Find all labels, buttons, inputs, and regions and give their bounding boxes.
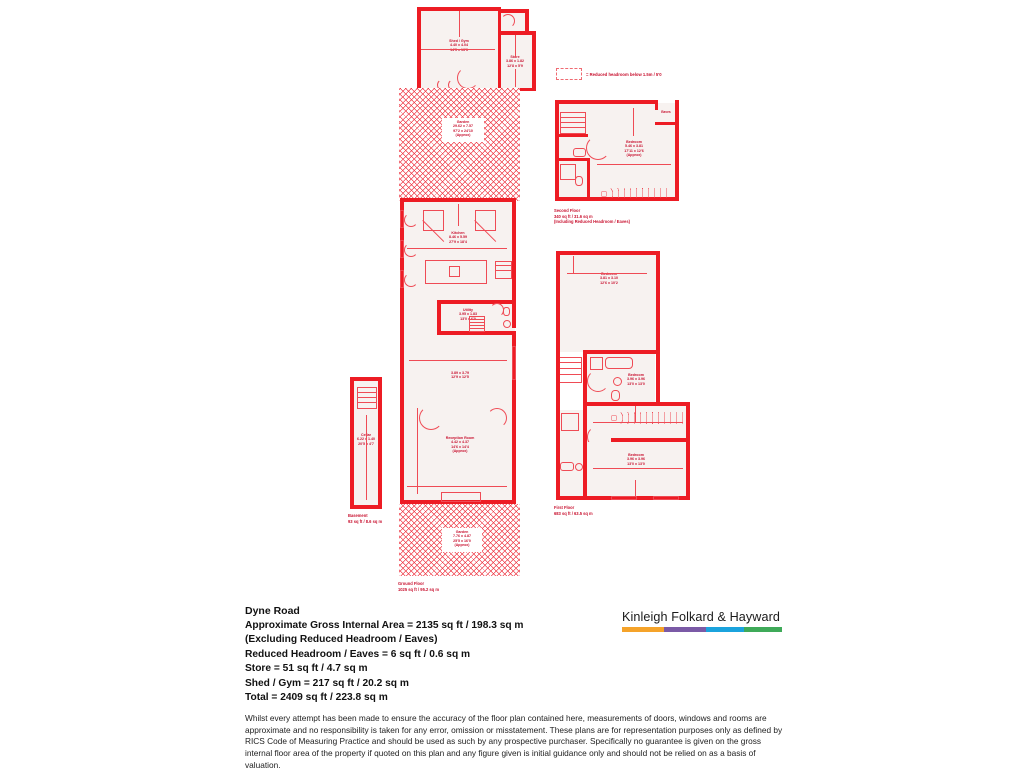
- store-wall-top2: [498, 31, 536, 35]
- first-wall-top: [556, 251, 660, 255]
- store-dim-vertical-2: [515, 69, 516, 87]
- lower-garden-label: Garden 7.76 x 4.87 25'5 x 16'0 (Approx): [453, 530, 471, 548]
- cellar-label: Cellar 6.22 x 1.40 20'5 x 4'7: [357, 433, 375, 446]
- kitchen-range-grill2: [496, 270, 511, 271]
- first-low-window-2: [653, 496, 679, 500]
- first-low-dim-h: [593, 468, 683, 469]
- brand-bar-1: [664, 627, 706, 632]
- second-dim-h: [597, 164, 671, 165]
- first-lowleft-wall-bottom: [556, 496, 586, 500]
- kitchen-range-grill: [496, 265, 511, 266]
- second-stair-step-2: [560, 122, 586, 123]
- second-shower: [560, 164, 576, 180]
- first-bath-tub: [605, 357, 633, 369]
- summary-line-3: Store = 51 sq ft / 4.7 sq m: [245, 663, 368, 675]
- first-mid-dim-v: [635, 406, 636, 422]
- shed-door-arc-1: [457, 67, 479, 89]
- utility-door-arc: [490, 303, 504, 317]
- first-lowleft-basin: [575, 463, 583, 471]
- first-wall-left-mid: [556, 350, 560, 410]
- second-landing-door-arc: [586, 136, 610, 160]
- first-low-wall-left: [583, 438, 587, 500]
- second-stairs: [560, 112, 586, 134]
- ground-wall-right-upper: [512, 198, 516, 328]
- disclaimer-text: Whilst every attempt has been made to ensure the accuracy of the floor plan contained here, measurements of doors, windows and rooms are approximate and no responsibility is taken for any error, omission or misstatement. These plans are for representation purposes only as defined by RICS Code of Measuring Practice and should be used as such by any prospective purchaser. Specifically no guarantee is given on the gross internal floor area of the property if quoted on this plan and any figure given is initial guidance only and should not be relied on as a basis of valuation.: [245, 712, 783, 771]
- reception-door-arc-2: [487, 408, 507, 428]
- second-bedroom-bay: [601, 188, 671, 198]
- second-eaves-wall-bottom: [655, 122, 679, 125]
- first-wall-right-top: [656, 251, 660, 352]
- second-stair-step-1: [560, 117, 586, 118]
- kitchen-dim-h: [407, 248, 507, 249]
- middle-room-label: 3.89 x 3.79 12'9 x 12'5: [451, 371, 469, 380]
- brand-bar-3: [744, 627, 782, 632]
- summary-line-0: Approximate Gross Internal Area = 2135 sq ft / 198.3 sq m: [245, 620, 524, 631]
- first-low-wall-top: [611, 438, 690, 442]
- first-mid-dim-h: [593, 422, 683, 423]
- first-bath-shower: [590, 357, 603, 370]
- summary-line-1: (Excluding Reduced Headroom / Eaves): [245, 634, 438, 646]
- summary-line-2: Reduced Headroom / Eaves = 6 sq ft / 0.6 sq m: [245, 648, 471, 660]
- brand-bar-0: [622, 627, 664, 632]
- wc-toilet: [503, 307, 510, 316]
- basement-plan: [348, 375, 394, 530]
- shed-gym-label: Shed / Gym 4.40 x 4.04 14'5 x 13'3: [449, 39, 469, 52]
- second-bedroom-label: Bedroom 5.46 x 3.81 17'11 x 12'6 (Approx): [624, 140, 644, 158]
- first-wall-left-top: [556, 251, 560, 352]
- reception-room-label: Reception Room 4.42 x 4.37 14'6 x 14'4 (Approx): [445, 436, 475, 454]
- property-address: Dyne Road: [245, 605, 300, 617]
- utility-stair-step-2: [469, 322, 485, 323]
- middle-room: [404, 335, 512, 403]
- second-stair-divider: [558, 134, 588, 137]
- upper-garden-hatch: [399, 88, 520, 201]
- first-stair-step-1: [558, 362, 582, 363]
- basement-label: Basement 93 sq ft / 8.6 sq m: [348, 513, 383, 524]
- first-bath-wc: [611, 390, 620, 401]
- reception-wall-right: [512, 406, 516, 504]
- second-wall-left: [555, 100, 559, 201]
- ground-floor-label: Ground Floor 1025 sq ft / 95.2 sq m: [398, 581, 439, 592]
- first-bedroom-top-label: Bedroom 3.81 x 3.10 12'6 x 10'2: [600, 272, 618, 285]
- cellar-stair-step-1: [357, 392, 377, 393]
- middle-room-dim-h: [409, 360, 507, 361]
- kitchen-hob: [449, 266, 460, 277]
- first-low-dim-v: [635, 480, 636, 496]
- first-floor-label: First Floor 683 sq ft / 63.5 sq m: [554, 505, 593, 516]
- store-wall-right: [525, 9, 529, 33]
- brand-bar-2: [706, 627, 744, 632]
- second-eaves-label: Eaves: [661, 110, 671, 114]
- second-bath-wall-right: [587, 158, 590, 198]
- outbuilding-plan: [415, 5, 540, 93]
- reception-dim-v: [417, 408, 418, 494]
- ground-door-arc-kitchen: [404, 213, 418, 227]
- kitchen-label: Kitchen 8.46 x 5.59 27'9 x 18'4: [449, 231, 467, 244]
- legend: [556, 68, 662, 80]
- rooflight-right: [475, 210, 496, 231]
- ground-wall-top: [400, 198, 516, 202]
- middle-room-window: [512, 346, 516, 380]
- ground-floor-plan: [395, 88, 540, 593]
- store-label: Store 3.86 x 1.82 12'8 x 5'9: [506, 55, 524, 68]
- first-lowleft-wall-left: [556, 408, 560, 500]
- summary-line-5: Total = 2409 sq ft / 223.8 sq m: [245, 692, 388, 704]
- cellar-stairs: [357, 387, 377, 409]
- legend-note: = Reduced headroom below 1.5m / 5'0: [586, 71, 662, 77]
- shed-wall-top: [417, 7, 501, 11]
- first-bedroom-lower: [587, 442, 686, 498]
- utility-stair-step-4: [469, 328, 485, 329]
- reception-wall-left: [400, 396, 404, 504]
- agency-branding: [622, 610, 784, 632]
- second-wall-top: [555, 100, 657, 104]
- second-wall-right: [675, 100, 679, 201]
- agency-color-bars: [622, 627, 782, 632]
- first-bed-top-dim-h: [567, 273, 647, 274]
- ground-door-arc-kitchen3: [404, 273, 418, 287]
- first-lowleft-shower: [561, 413, 579, 431]
- first-bath-door-arc: [587, 370, 609, 392]
- cellar-dim-v: [366, 415, 367, 500]
- utility-stair-step-1: [469, 319, 485, 320]
- store-door-arc: [501, 14, 515, 28]
- reception-dim-h: [407, 486, 507, 487]
- second-eaves-wall-left: [655, 100, 658, 110]
- utility-wall-left: [437, 300, 441, 334]
- wc-basin: [503, 320, 511, 328]
- second-stair-step-3: [560, 127, 586, 128]
- second-wc: [575, 176, 583, 186]
- first-floor-plan: [553, 250, 693, 525]
- rooflight-left: [423, 210, 444, 231]
- kitchen-dim-v: [458, 204, 459, 226]
- reception-bay-window: [441, 492, 481, 502]
- second-bath-wall-top: [558, 158, 590, 161]
- store-dim-vertical: [515, 35, 516, 57]
- cellar-wall-bottom: [350, 505, 382, 509]
- summary-line-4: Shed / Gym = 217 sq ft / 20.2 sq m: [245, 677, 409, 689]
- shed-dim-vertical: [459, 11, 460, 37]
- second-floor-plan: [553, 98, 685, 233]
- first-low-wall-right: [686, 438, 690, 500]
- shed-dim-horizontal: [421, 49, 495, 50]
- first-bedroom-middle-label: Bedroom 3.96 x 3.96 13'0 x 13'0: [627, 373, 645, 386]
- second-dim-v: [633, 108, 634, 136]
- first-stairs: [558, 357, 582, 383]
- utility-wall-top: [437, 300, 516, 304]
- utility-label: Utility 3.95 x 1.83 13'0 x 6'0: [459, 308, 477, 321]
- second-bath-tub: [573, 148, 586, 157]
- cellar-stair-step-2: [357, 397, 377, 398]
- agency-name: Kinleigh Folkard & Hayward: [622, 610, 780, 624]
- first-low-window: [611, 496, 637, 500]
- first-mid-wall-top: [583, 402, 690, 406]
- legend-swatch: [556, 68, 582, 80]
- first-bed-top-dim-v: [573, 256, 574, 274]
- first-stair-step-3: [558, 374, 582, 375]
- ground-door-arc-kitchen2: [404, 243, 418, 257]
- first-stair-step-2: [558, 368, 582, 369]
- utility-stair-step-3: [469, 325, 485, 326]
- second-floor-label: Second Floor 340 sq ft / 31.6 sq m (Including Reduced Headroom / Eaves): [554, 208, 630, 225]
- upper-garden-label: Garden 29.62 x 7.57 97'2 x 24'10 (Approx): [453, 120, 473, 138]
- cellar-stair-step-3: [357, 402, 377, 403]
- shed-wall-left: [417, 7, 421, 91]
- reception-door-arc: [419, 406, 443, 430]
- first-lowleft-tub: [560, 462, 574, 471]
- first-bedroom-lower-label: Bedroom 3.96 x 3.96 13'0 x 13'0: [627, 453, 645, 466]
